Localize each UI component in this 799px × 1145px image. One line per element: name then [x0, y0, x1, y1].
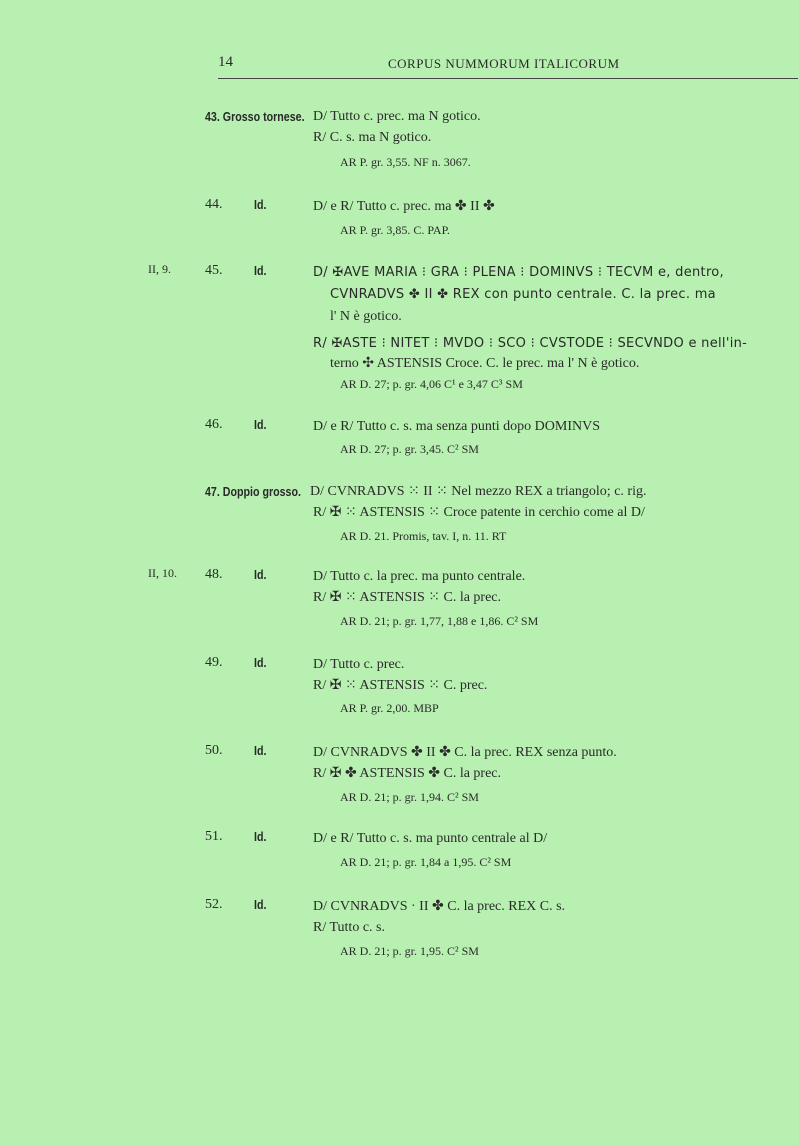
entry-50-meta: AR D. 21; p. gr. 1,94. C² SM — [340, 790, 479, 804]
entry-50-label: Id. — [254, 743, 267, 758]
entry-43-label: 43. Grosso tornese. — [205, 109, 305, 124]
entry-50-number: 50. — [205, 743, 223, 758]
header-rule — [218, 78, 798, 79]
entry-48-number: 48. — [205, 567, 223, 582]
entry-45-obverse-line-1: D/ ✠AVE MARIA ⁝ GRA ⁝ PLENA ⁝ DOMINVS ⁝ TECVM e, dentro, — [313, 265, 724, 280]
entry-43-reverse: R/ C. s. ma N gotico. — [313, 130, 432, 145]
entry-46-text: D/ e R/ Tutto c. s. ma senza punti dopo DOMINVS — [313, 419, 600, 434]
entry-52-label: Id. — [254, 897, 267, 912]
entry-48-reverse: R/ ✠ ⁙ ASTENSIS ⁙ C. la prec. — [313, 590, 502, 605]
entry-46-meta: AR D. 27; p. gr. 3,45. C² SM — [340, 442, 479, 456]
entry-50-obverse: D/ CVNRADVS ✤ II ✤ C. la prec. REX senza punto. — [313, 745, 617, 760]
entry-44-text: D/ e R/ Tutto c. prec. ma ✤ II ✤ — [313, 199, 495, 214]
page-number: 14 — [218, 54, 233, 70]
entry-49-number: 49. — [205, 655, 223, 670]
entry-52-meta: AR D. 21; p. gr. 1,95. C² SM — [340, 944, 479, 958]
entry-48-label: Id. — [254, 567, 267, 582]
entry-47-label: 47. Doppio grosso. — [205, 484, 301, 499]
entry-45-reverse-line-1: R/ ✠ASTE ⁝ NITET ⁝ MVDO ⁝ SCO ⁝ CVSTODE ⁝ SECVNDO e nell'in- — [313, 336, 748, 351]
entry-52-reverse: R/ Tutto c. s. — [313, 920, 385, 935]
entry-48-obverse: D/ Tutto c. la prec. ma punto centrale. — [313, 569, 526, 584]
page-header — [218, 50, 798, 80]
entry-47-meta: AR D. 21. Promis, tav. I, n. 11. RT — [340, 529, 507, 543]
entry-45-obverse-line-2: CVNRADVS ✤ II ✤ REX con punto centrale. C. la prec. ma — [330, 287, 716, 302]
entry-44-label: Id. — [254, 197, 267, 212]
entry-52-obverse: D/ CVNRADVS · II ✤ C. la prec. REX C. s. — [313, 899, 566, 914]
entry-45-reverse-line-2: terno ✣ ASTENSIS Croce. C. le prec. ma l' N è gotico. — [330, 356, 640, 371]
entry-46-label: Id. — [254, 417, 267, 432]
entry-47-reverse: R/ ✠ ⁙ ASTENSIS ⁙ Croce patente in cerchio come al D/ — [313, 505, 645, 520]
entry-45-obverse-line-3: l' N è gotico. — [330, 309, 402, 324]
entry-45-number: 45. — [205, 263, 223, 278]
entry-49-obverse: D/ Tutto c. prec. — [313, 657, 405, 672]
entry-49-reverse: R/ ✠ ⁙ ASTENSIS ⁙ C. prec. — [313, 678, 488, 693]
running-title: CORPUS NUMMORUM ITALICORUM — [388, 56, 620, 71]
entry-44-meta: AR P. gr. 3,85. C. PAP. — [340, 223, 450, 237]
entry-48-meta: AR D. 21; p. gr. 1,77, 1,88 e 1,86. C² SM — [340, 614, 539, 628]
margin-ref-1: II, 9. — [148, 262, 171, 276]
entry-47-obverse: D/ CVNRADVS ⁙ II ⁙ Nel mezzo REX a triangolo; c. rig. — [310, 484, 647, 499]
entry-44-number: 44. — [205, 197, 223, 212]
entry-43-obverse: D/ Tutto c. prec. ma N gotico. — [313, 109, 481, 124]
margin-ref-2: II, 10. — [148, 566, 177, 580]
entry-43-meta: AR P. gr. 3,55. NF n. 3067. — [340, 155, 471, 169]
entry-49-meta: AR P. gr. 2,00. MBP — [340, 701, 439, 715]
entry-49-label: Id. — [254, 655, 267, 670]
entry-52-number: 52. — [205, 897, 223, 912]
entry-45-label: Id. — [254, 263, 267, 278]
entry-51-text: D/ e R/ Tutto c. s. ma punto centrale al D/ — [313, 831, 548, 846]
entry-46-number: 46. — [205, 417, 223, 432]
entry-51-number: 51. — [205, 829, 223, 844]
entry-51-meta: AR D. 21; p. gr. 1,84 a 1,95. C² SM — [340, 855, 512, 869]
entry-51-label: Id. — [254, 829, 267, 844]
entry-50-reverse: R/ ✠ ✤ ASTENSIS ✤ C. la prec. — [313, 766, 502, 781]
entry-45-meta: AR D. 27; p. gr. 4,06 C¹ e 3,47 C³ SM — [340, 377, 523, 391]
